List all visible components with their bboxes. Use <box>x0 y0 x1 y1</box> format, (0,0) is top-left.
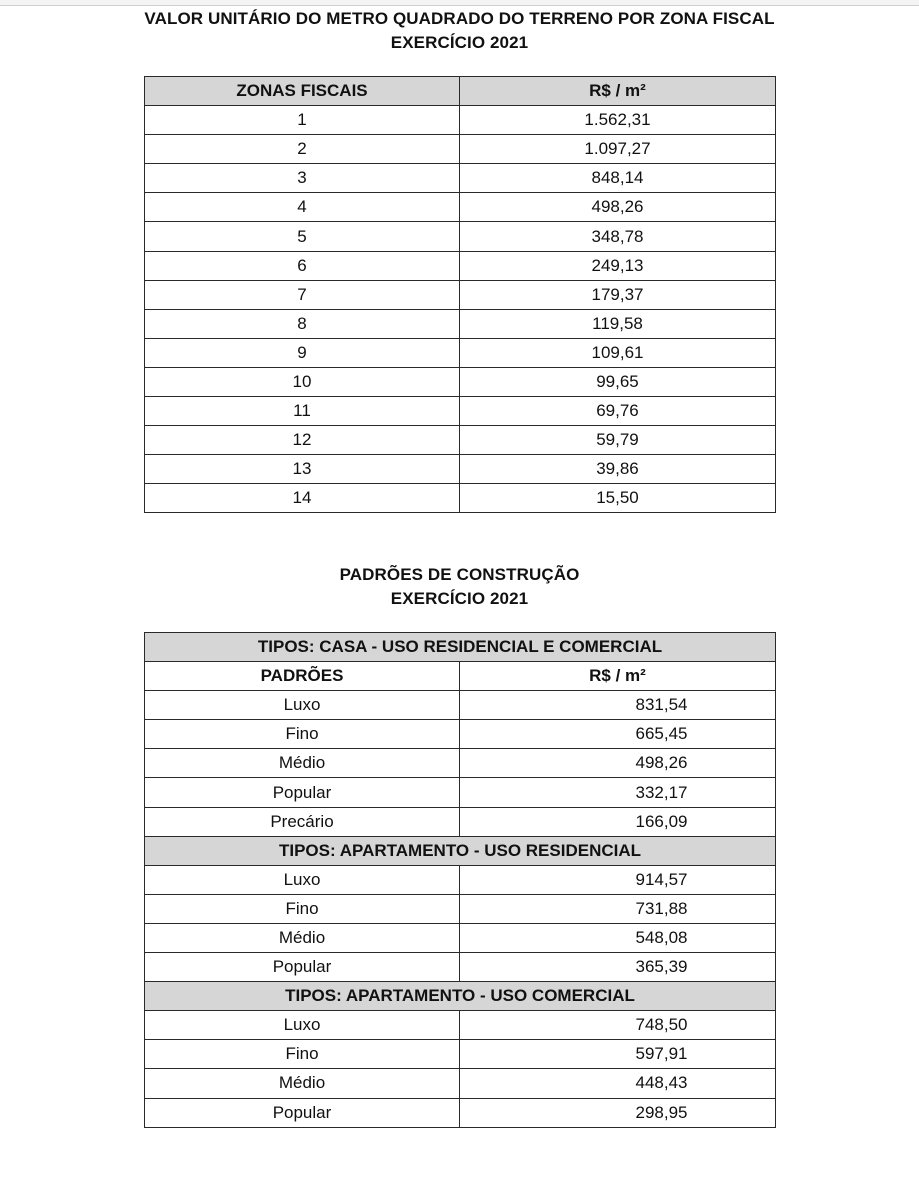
zone-number: 12 <box>145 426 460 455</box>
zone-number: 10 <box>145 367 460 396</box>
padroes-title <box>0 563 919 611</box>
padrao-row <box>145 691 776 720</box>
zone-row <box>145 426 776 455</box>
zones-title-line2: EXERCÍCIO 2021 <box>390 33 529 52</box>
padrao-value-cell <box>460 894 776 923</box>
padrao-name: Popular <box>145 1098 460 1127</box>
zone-row <box>145 484 776 513</box>
padrao-name: Fino <box>145 894 460 923</box>
group-heading-row <box>145 982 776 1011</box>
zone-number: 2 <box>145 135 460 164</box>
zone-value: 69,76 <box>460 397 776 426</box>
padrao-value-cell <box>460 1011 776 1040</box>
zone-value: 1.097,27 <box>460 135 776 164</box>
padrao-row <box>145 749 776 778</box>
zone-value: 249,13 <box>460 251 776 280</box>
group-heading-row <box>145 836 776 865</box>
zones-table <box>144 76 776 513</box>
zone-value: 99,65 <box>460 367 776 396</box>
zone-row <box>145 193 776 222</box>
padrao-row <box>145 1098 776 1127</box>
padrao-value-cell <box>460 1098 776 1127</box>
zone-number: 6 <box>145 251 460 280</box>
padrao-name: Precário <box>145 807 460 836</box>
padrao-value: 166,09 <box>635 811 688 831</box>
padrao-row <box>145 1069 776 1098</box>
col-header-value: R$ / m² <box>460 662 776 691</box>
padrao-value: 731,88 <box>635 898 688 918</box>
zone-row <box>145 135 776 164</box>
zone-row <box>145 367 776 396</box>
padrao-value-cell <box>460 778 776 807</box>
padrao-name: Luxo <box>145 865 460 894</box>
column-header-row <box>145 662 776 691</box>
padrao-row <box>145 865 776 894</box>
zone-number: 5 <box>145 222 460 251</box>
zone-row <box>145 251 776 280</box>
zone-value: 348,78 <box>460 222 776 251</box>
zone-value: 119,58 <box>460 309 776 338</box>
group-heading-row <box>145 633 776 662</box>
zones-title-line1: VALOR UNITÁRIO DO METRO QUADRADO DO TERRENO POR ZONA FISCAL <box>144 9 775 28</box>
padrao-value: 365,39 <box>635 957 688 977</box>
padrao-value: 332,17 <box>635 782 688 802</box>
zone-number: 1 <box>145 106 460 135</box>
padrao-name: Médio <box>145 749 460 778</box>
zones-header-value: R$ / m² <box>460 77 776 106</box>
zone-number: 8 <box>145 309 460 338</box>
padroes-title-line2: EXERCÍCIO 2021 <box>390 589 529 608</box>
padrao-name: Luxo <box>145 691 460 720</box>
zone-number: 9 <box>145 338 460 367</box>
padrao-value: 298,95 <box>635 1102 688 1122</box>
zone-row <box>145 164 776 193</box>
zone-value: 498,26 <box>460 193 776 222</box>
group-heading: TIPOS: APARTAMENTO - USO COMERCIAL <box>145 982 776 1011</box>
padrao-value-cell <box>460 691 776 720</box>
padrao-value: 914,57 <box>635 869 688 889</box>
zone-row <box>145 309 776 338</box>
zone-number: 11 <box>145 397 460 426</box>
padrao-value-cell <box>460 749 776 778</box>
padrao-name: Popular <box>145 778 460 807</box>
zones-title <box>0 7 919 55</box>
padrao-value-cell <box>460 720 776 749</box>
zone-value: 109,61 <box>460 338 776 367</box>
zone-value: 39,86 <box>460 455 776 484</box>
padrao-value: 748,50 <box>635 1015 688 1035</box>
padrao-value: 548,08 <box>635 927 688 947</box>
zone-value: 848,14 <box>460 164 776 193</box>
padrao-value-cell <box>460 1040 776 1069</box>
padrao-value-cell <box>460 1069 776 1098</box>
zone-number: 14 <box>145 484 460 513</box>
zones-header-row <box>145 77 776 106</box>
zone-value: 59,79 <box>460 426 776 455</box>
zone-row <box>145 397 776 426</box>
top-border <box>0 0 919 6</box>
padroes-title-line1: PADRÕES DE CONSTRUÇÃO <box>339 565 580 584</box>
padrao-value-cell <box>460 953 776 982</box>
col-header-padroes: PADRÕES <box>145 662 460 691</box>
padrao-value: 448,43 <box>635 1073 688 1093</box>
padrao-name: Luxo <box>145 1011 460 1040</box>
padrao-row <box>145 1040 776 1069</box>
zone-row <box>145 338 776 367</box>
zone-value: 1.562,31 <box>460 106 776 135</box>
padrao-name: Médio <box>145 1069 460 1098</box>
padrao-row <box>145 894 776 923</box>
padroes-table <box>144 632 776 1128</box>
padrao-row <box>145 778 776 807</box>
zone-value: 15,50 <box>460 484 776 513</box>
zone-row <box>145 106 776 135</box>
zone-row <box>145 222 776 251</box>
group-heading: TIPOS: CASA - USO RESIDENCIAL E COMERCIAL <box>145 633 776 662</box>
padrao-value: 831,54 <box>635 695 688 715</box>
zone-number: 3 <box>145 164 460 193</box>
zone-number: 13 <box>145 455 460 484</box>
zone-value: 179,37 <box>460 280 776 309</box>
padrao-name: Popular <box>145 953 460 982</box>
padrao-row <box>145 953 776 982</box>
padrao-name: Fino <box>145 1040 460 1069</box>
padrao-name: Médio <box>145 923 460 952</box>
padrao-row <box>145 923 776 952</box>
group-heading: TIPOS: APARTAMENTO - USO RESIDENCIAL <box>145 836 776 865</box>
padrao-value: 665,45 <box>635 724 688 744</box>
padrao-row <box>145 1011 776 1040</box>
padrao-value: 597,91 <box>635 1044 688 1064</box>
zones-header-zone: ZONAS FISCAIS <box>145 77 460 106</box>
padrao-row <box>145 807 776 836</box>
zone-number: 7 <box>145 280 460 309</box>
padrao-value-cell <box>460 865 776 894</box>
padrao-value-cell <box>460 923 776 952</box>
padrao-value-cell <box>460 807 776 836</box>
padrao-name: Fino <box>145 720 460 749</box>
zone-row <box>145 455 776 484</box>
zone-number: 4 <box>145 193 460 222</box>
padrao-row <box>145 720 776 749</box>
padrao-value: 498,26 <box>635 753 688 773</box>
zone-row <box>145 280 776 309</box>
